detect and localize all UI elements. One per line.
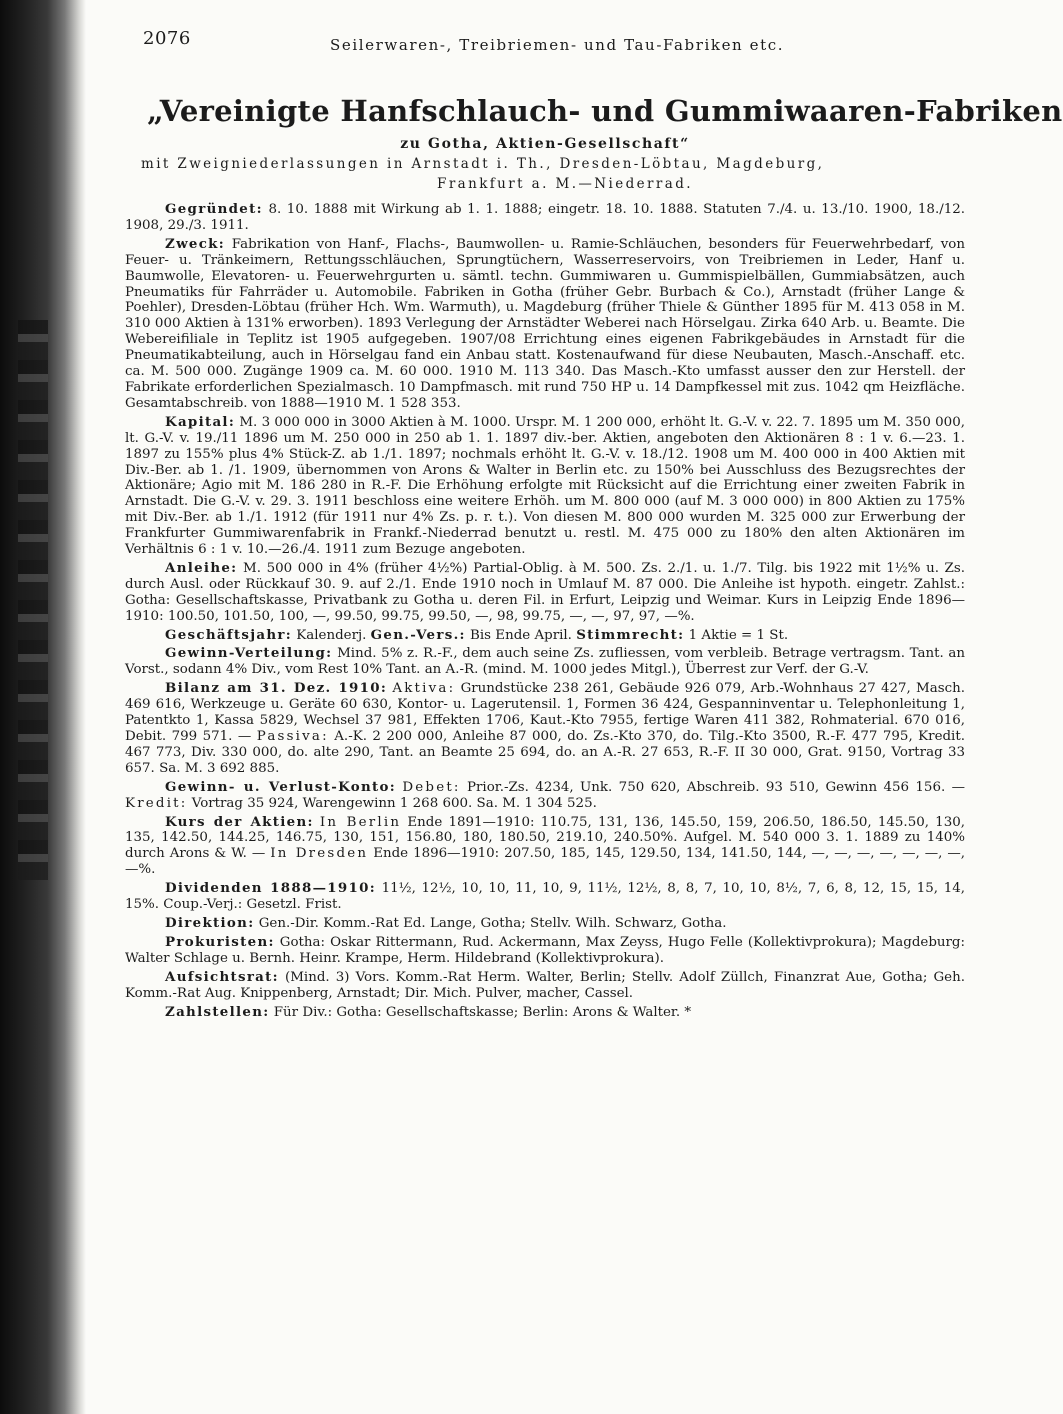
section-zahlstellen <box>125 1005 965 1021</box>
section-text: Gotha: Oskar Rittermann, Rud. Ackermann, Max Zeyss, Hugo Felle (Kollektivprokura); Magdeburg: Walter Schlage u. Bernh. Heinr. Krampe, Herm. Hildebrand (Kollektivprokura). <box>125 934 965 966</box>
section-dividenden <box>125 881 965 913</box>
running-title: Seilerwaren-, Treibriemen- und Tau-Fabriken etc. <box>330 36 785 54</box>
berlin-text: Ende 1891—1910: 110.75, 131, 136, 145.50, 159, 206.50, 186.50, 145.50, 130, 135, 142.50, 144.25, 146.75, 130, 151, 156.80, 180, 180.50, 219.10, 240.50%. Aufgel. M. 540 000 3. 1. 1889 zu 140% durch Arons & W. <box>125 814 965 862</box>
section-label: Prokuristen: <box>165 933 275 950</box>
running-head <box>125 22 965 62</box>
section-text: Mind. 5% z. R.-F., dem auch seine Zs. zufliessen, vom verbleib. Betrage vertragsm. Tant. an Vorst., sodann 4% Div., vom Rest 10% Tant. an A.-R. (mind. M. 1000 jedes Mitgl.), Überrest zur Verf. der G.-V. <box>125 646 965 678</box>
company-location: zu Gotha, Aktien-Gesellschaft“ <box>400 136 690 152</box>
section-geschaeftsjahr <box>125 628 965 644</box>
section-label: Aufsichtsrat: <box>165 968 279 985</box>
section-text: Für Div.: Gotha: Gesellschaftskasse; Berlin: Arons & Walter. * <box>273 1004 692 1020</box>
gen-vers-text: Bis Ende April. <box>470 627 572 643</box>
section-prokuristen <box>125 935 965 967</box>
company-name: „Vereinigte Hanfschlauch- und Gummiwaaren-Fabriken <box>147 94 1063 128</box>
section-label: Anleihe: <box>165 559 238 576</box>
section-label: Zweck: <box>165 235 225 252</box>
section-anleihe <box>125 561 965 625</box>
section-gewinnverteilung <box>125 646 965 678</box>
stimmrecht-label: Stimmrecht: <box>576 626 685 643</box>
section-text: 8. 10. 1888 mit Wirkung ab 1. 1. 1888; eingetr. 18. 10. 1888. Statuten 7./4. u. 13./10. 1900, 18./12. 1908, 29./3. 1911. <box>125 202 966 233</box>
section-kurs: Kurs der Aktien: In Berlin Ende 1891—1910: 110.75, 131, 136, 145.50, 159, 206.50, 186.50, 145.50, 130, 135, 142.50, 144.25, 146.75, 130, 151, 156.80, 180, 180.50, 219.10, 240.50%. Aufgel. M. 540 000 3. 1. 1889 zu 140% durch Arons & W. — In Dresden Ende 1896—1910: 207.50, 185, 145, 129.50, 134, 141.50, 144, —, —, —, —, —, —, —, —%. <box>125 813 965 878</box>
section-label: Gegründet: <box>165 201 263 217</box>
page-number: 2076 <box>143 28 191 49</box>
section-text: Fabrikation von Hanf-, Flachs-, Baumwollen- u. Ramie-Schläuchen, besonders für Feuerwehrbedarf, von Feuer- u. Tränkeimern, Rettungsschläuchen, Sprungtüchern, Wasserreservoirs, von Treibriemen in Leder, Hanf u. Baumwolle, Elevatoren- u. Feuerwehrgurten u. sämtl. techn. Gummiwaren u. Gummispielbällen, Gummiabsätzen, auch Pneumatiks für Fahrräder u. Automobile. Fabriken in Gotha (früher Gebr. Burbach & Co.), Arnstadt (früher Lange & Poehler), Dresden-Löbtau (früher Hch. Wm. Warmuth), u. Magdeburg (früher Thiele & Günther 1895 für M. 413 058 in M. 310 000 Aktien à 131% erworben). 1893 Verlegung der Arnstädter Weberei nach Hörselgau. Zirka 640 Arb. u. Beamte. Die Webereifiliale in Teplitz ist 1905 aufgegeben. 1907/08 Errichtung eines eigenen Fabrikgebäudes in Arnstadt für die Pneumatikabteilung, auch in Hörselgau fand ein Anbau statt. Kostenaufwand für diese Neubauten, Masch.-Anschaff. etc. ca. M. 500 000. Zugänge 1909 ca. M. 60 000. 1910 M. 113 340. Das Masch.-Kto umfasst ausser den zur Herstell. der Fabrikate erforderlichen Spezialmasch. 10 Dampfmasch. mit rund 750 HP u. 14 Dampfkessel mit zus. 1042 qm Heizfläche. Gesamtabschreib. von 1888—1910 M. 1 528 353. <box>125 236 965 411</box>
company-branches: mit Zweigniederlassungen in Arnstadt i. Th., Dresden-Löbtau, Magdeburg, <box>141 156 825 172</box>
kredit-label: Kredit: <box>125 795 188 811</box>
section-kapital <box>125 415 965 558</box>
dresden-label: In Dresden <box>270 846 369 862</box>
dresden-text: Ende 1896—1910: 207.50, 185, 145, 129.50, 134, 141.50, 144, —, —, —, —, —, —, —, —%. <box>125 846 965 878</box>
section-label: Dividenden 1888—1910: <box>165 880 377 897</box>
debet-label: Debet: <box>402 779 461 795</box>
section-text: M. 3 000 000 in 3000 Aktien à M. 1000. Urspr. M. 1 200 000, erhöht lt. G.-V. v. 22. 7. 1895 um M. 350 000, lt. G.-V. v. 19./11 1896 um M. 250 000 in 250 ab 1. 1. 1897 div.-ber. Aktien, angeboten den Aktionären 8 : 1 v. 6.—23. 1. 1897 zu 155% plus 4% Stück-Z. ab 1./1. 1897; nochmals erhöht lt. G.-V. v. 18./12. 1908 um M. 400 000 in 400 Aktien mit Div.-Ber. ab 1. /1. 1909, übernommen von Arons & Walter in Berlin etc. zu 150% bei Ausschluss des Bezugsrechtes der Aktionäre; Agio mit M. 186 280 in R.-F. Die Erhöhung erfolgte mit Rücksicht auf die Errichtung einer zweiten Fabrik in Arnstadt. Die G.-V. v. 29. 3. 1911 beschloss eine weitere Erhöh. um M. 800 000 (auf M. 3 000 000) in 800 Aktien zu 175% mit Div.-Ber. ab 1./1. 1912 (für 1911 nur 4% Zs. p. r. t.). Von diesen M. 800 000 wurden M. 325 000 zur Erwerbung der Frankfurter Gummiwarenfabrik in Frankf.-Niederrad benutzt u. restl. M. 475 000 zu 180% den alten Aktionären im Verhältnis 6 : 1 v. 10.—26./4. 1911 zum Bezuge angeboten. <box>125 414 965 558</box>
berlin-label: In Berlin <box>319 814 402 830</box>
section-text: M. 500 000 in 4% (früher 4½%) Partial-Oblig. à M. 500. Zs. 2./1. u. 1./7. Tilg. bis 1922 mit 1½% u. Zs. durch Ausl. oder Rückkauf 30. 9. auf 2./1. Ende 1910 noch in Umlauf M. 87 000. Die Anleihe ist hypoth. eingetr. Zahlst.: Gotha: Gesellschaftskasse, Privatbank zu Gotha u. deren Fil. in Erfurt, Leipzig und Weimar. Kurs in Leipzig Ende 1896—1910: 100.50, 101.50, 100, —, 99.50, 99.75, 99.50, —, 98, 99.75, —, —, 97, 97, —%. <box>125 560 965 624</box>
section-zweck <box>125 237 965 412</box>
section-label: Gewinn- u. Verlust-Konto: <box>165 778 396 795</box>
company-branches-continued: Frankfurt a. M.—Niederrad. <box>437 176 693 192</box>
gen-vers-label: Gen.-Vers.: <box>370 626 466 643</box>
section-label: Gewinn-Verteilung: <box>165 645 333 662</box>
passiva-text: A.-K. 2 200 000, Anleihe 87 000, do. Zs.-Kto 370, do. Tilg.-Kto 3500, R.-F. 477 795, Kredit. 467 773, Div. 330 000, do. alte 290, Tant. an Beamte 25 694, do. an A.-R. 27 653, R.-F. II 30 000, Grat. 9150, Vortrag 33 657. Sa. M. 3 692 885. <box>125 729 965 776</box>
entry-body <box>125 202 965 1020</box>
scan-edge-shadow <box>0 0 86 1414</box>
debet-text: Prior.-Zs. 4234, Unk. 750 620, Abschreib. 93 510, Gewinn 456 156. <box>467 779 946 795</box>
kredit-text: Vortrag 35 924, Warengewinn 1 268 600. Sa. M. 1 304 525. <box>191 795 597 811</box>
section-text: Kalenderj. <box>296 627 367 643</box>
section-bilanz: Bilanz am 31. Dez. 1910: Aktiva: Grundstücke 238 261, Gebäude 926 079, Arb.-Wohnhaus 27 427, Masch. 469 616, Werkzeuge u. Geräte 60 630, Kontor- u. Lagerutensil. 1, Formen 36 424, Gespanninventar u. Telephonleitung 1, Patentkto 1, Kassa 5829, Wechsel 37 981, Effekten 1706, Kaut.-Kto 7955, fertige Waren 411 382, Rohmaterial. 670 016, Debit. 799 571. — Passiva: A.-K. 2 200 000, Anleihe 87 000, do. Zs.-Kto 370, do. Tilg.-Kto 3500, R.-F. 477 795, Kredit. 467 773, Div. 330 000, do. alte 290, Tant. an Beamte 25 694, do. an A.-R. 27 653, R.-F. II 30 000, Grat. 9150, Vortrag 33 657. Sa. M. 3 692 885. <box>125 680 965 776</box>
section-label: Kurs der Aktien: <box>165 813 314 830</box>
stimmrecht-text: 1 Aktie = 1 St. <box>688 627 789 643</box>
section-label: Direktion: <box>165 914 255 931</box>
section-label: Kapital: <box>165 413 236 430</box>
section-label: Geschäftsjahr: <box>165 626 292 643</box>
passiva-label: Passiva: <box>256 729 329 744</box>
section-label: Zahlstellen: <box>165 1003 270 1020</box>
section-aufsichtsrat <box>125 970 965 1002</box>
section-text: 11½, 12½, 10, 10, 11, 10, 9, 11½, 12½, 8, 8, 7, 10, 10, 8½, 7, 6, 8, 12, 15, 15, 14, 15%. Coup.-Verj.: Gesetzl. Frist. <box>125 881 965 913</box>
aktiva-label: Aktiva: <box>392 681 456 697</box>
section-direktion <box>125 916 965 932</box>
section-text: Gen.-Dir. Komm.-Rat Ed. Lange, Gotha; Stellv. Wilh. Schwarz, Gotha. <box>258 915 727 931</box>
section-gegruendet <box>125 202 965 234</box>
aktiva-text: Grundstücke 238 261, Gebäude 926 079, Arb.-Wohnhaus 27 427, Masch. 469 616, Werkzeuge u. Geräte 60 630, Kontor- u. Lagerutensil. 1, Formen 36 424, Gespanninventar u. Telephonleitung 1, Patentkto 1, Kassa 5829, Wechsel 37 981, Effekten 1706, Kaut.-Kto 7955, fertige Waren 411 382, Rohmaterial. 670 016, Debit. 799 571. <box>125 681 965 744</box>
document-page <box>125 22 1063 1402</box>
section-text: (Mind. 3) Vors. Komm.-Rat Herm. Walter, Berlin; Stellv. Adolf Züllch, Finanzrat Aue, Gotha; Geh. Komm.-Rat Aug. Knippenberg, Arnstadt; Dir. Mich. Pulver, macher, Cassel. <box>125 969 965 1001</box>
section-gewinnkonto: Gewinn- u. Verlust-Konto: Debet: Prior.-Zs. 4234, Unk. 750 620, Abschreib. 93 510, Gewinn 456 156. — Kredit: Vortrag 35 924, Warengewinn 1 268 600. Sa. M. 1 304 525. <box>125 778 966 811</box>
section-label: Bilanz am 31. Dez. 1910: <box>165 680 388 697</box>
